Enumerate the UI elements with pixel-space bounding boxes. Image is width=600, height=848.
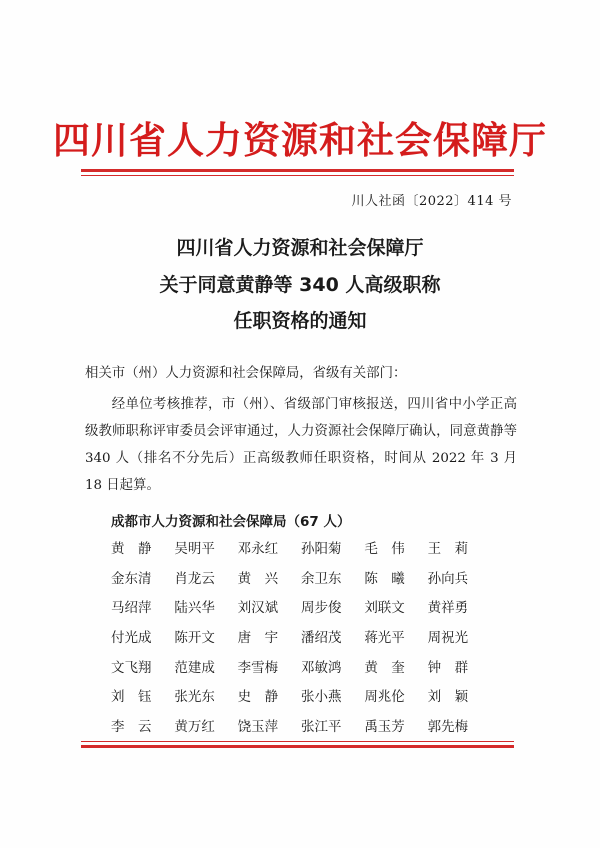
red-divider-thick: [81, 169, 514, 172]
name-list: [111, 537, 491, 745]
name: 周步俊: [300, 600, 342, 617]
name: 陈开文: [174, 630, 215, 647]
name-row: [111, 567, 491, 597]
name: 潘绍茂: [300, 630, 342, 647]
red-divider-thin: [81, 741, 514, 742]
name: 饶玉萍: [237, 719, 279, 736]
name: 邓敏鸿: [300, 659, 342, 676]
name: 余卫东: [300, 570, 342, 587]
name-row: [111, 596, 491, 626]
name: 张小燕: [300, 689, 342, 706]
name: 蒋光平: [364, 630, 405, 647]
name: 黄万红: [174, 719, 215, 736]
name: 刘 颖: [427, 689, 469, 706]
name: 黄 静: [111, 541, 152, 557]
name: 钟 群: [427, 659, 469, 676]
name: 周兆伦: [364, 689, 405, 706]
name: 周祝光: [427, 630, 469, 647]
document-number: 川人社函〔2022〕414 号: [351, 194, 512, 209]
red-divider-thick: [81, 745, 514, 748]
name: 陈 曦: [364, 570, 405, 587]
name: 肖龙云: [174, 570, 215, 587]
name: 禹玉芳: [364, 719, 405, 736]
name: 刘汉斌: [237, 600, 279, 617]
name: 毛 伟: [364, 541, 405, 557]
name: 马绍萍: [111, 600, 152, 617]
red-divider-thin: [81, 175, 514, 176]
name-row: [111, 685, 491, 715]
name: 李 云: [111, 719, 152, 736]
salutation: 相关市（州）人力资源和社会保障局，省级有关部门：: [85, 366, 407, 381]
title-line-1: 四川省人力资源和社会保障厅: [176, 237, 424, 259]
name-row: [111, 656, 491, 686]
name: 黄 奎: [364, 659, 405, 676]
name: 史 静: [237, 689, 279, 706]
title-line-2: 关于同意黄静等 340 人高级职称: [159, 274, 441, 296]
name: 付光成: [111, 630, 152, 647]
name: 范建成: [174, 659, 215, 676]
org-masthead: 四川省人力资源和社会保障厅: [53, 119, 547, 162]
name: 吴明平: [174, 541, 215, 557]
name-row: [111, 537, 491, 567]
name: 刘联文: [364, 600, 405, 617]
name: 文飞翔: [111, 659, 152, 676]
name: 王 莉: [427, 541, 469, 557]
name: 邓永红: [237, 541, 279, 557]
name: 郭先梅: [427, 719, 469, 736]
name: 孙向兵: [427, 570, 469, 587]
title-line-3: 任职资格的通知: [233, 310, 367, 332]
section-title: 成都市人力资源和社会保障局（67 人）: [111, 514, 351, 530]
name: 刘 钰: [111, 689, 152, 706]
name: 孙阳菊: [300, 541, 342, 557]
name: 黄 兴: [237, 570, 279, 587]
name: 陆兴华: [174, 600, 215, 617]
name-row: [111, 626, 491, 656]
name: 唐 宇: [237, 630, 279, 647]
name: 张光东: [174, 689, 215, 706]
name: 金东清: [111, 570, 152, 587]
name: 张江平: [300, 719, 342, 736]
name: 黄祥勇: [427, 600, 469, 617]
body-paragraph: 经单位考核推荐，市（州）、省级部门审核报送，四川省中小学正高级教师职称评审委员会评审通过，人力资源社会保障厅确认，同意黄静等 340 人（排名不分先后）正高级教师任职资格，时间从 2022 年 3 月 18 日起算。: [85, 397, 517, 493]
name: 李雪梅: [237, 659, 279, 676]
